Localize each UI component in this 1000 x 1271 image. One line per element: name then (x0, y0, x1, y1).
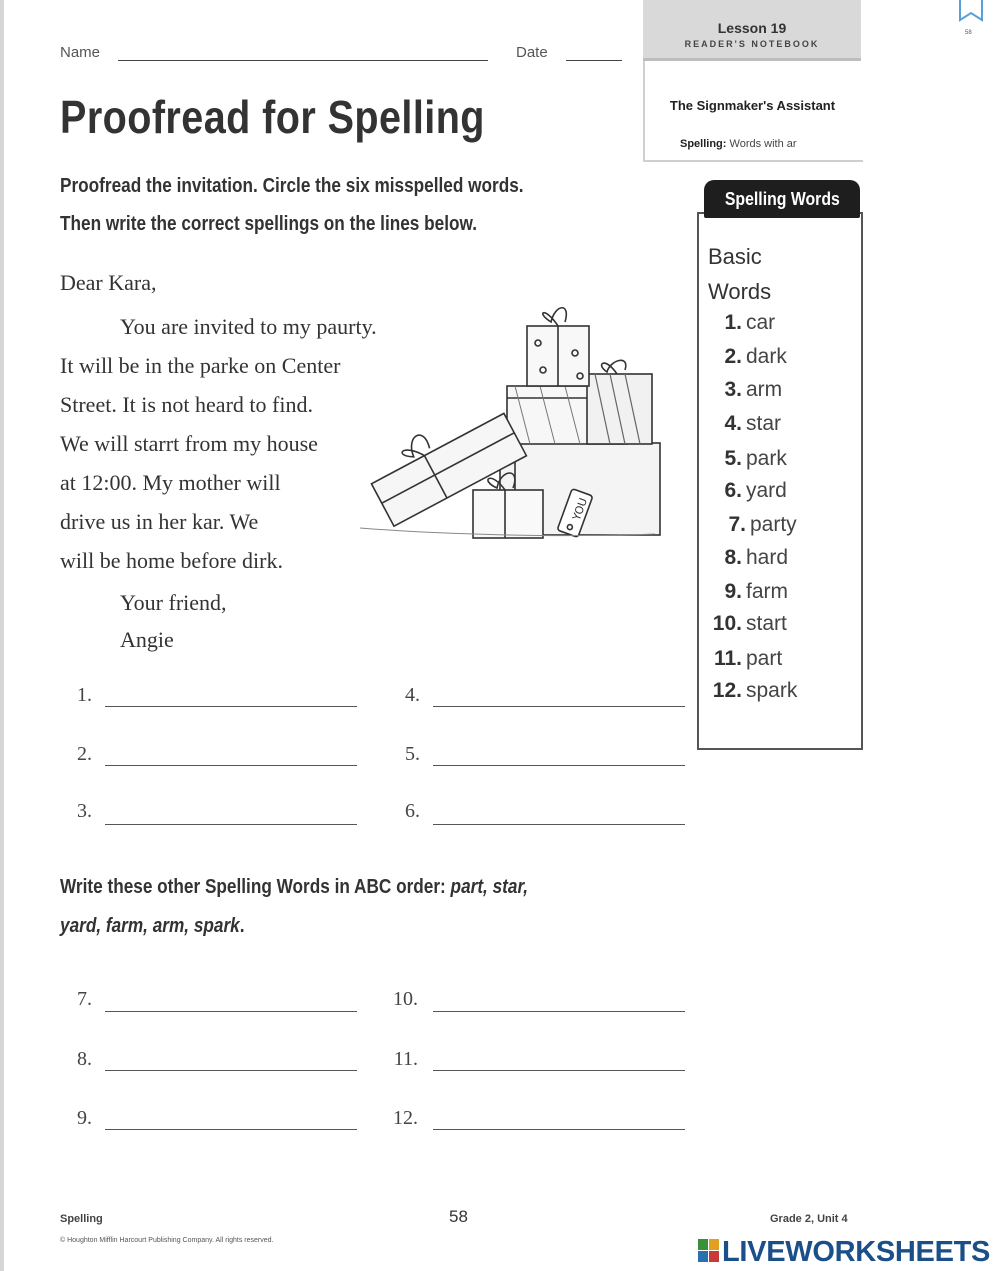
date-label: Date (516, 44, 548, 61)
spelling-words-tab: Spelling Words (704, 180, 860, 218)
lesson-number: Lesson 19 (717, 20, 787, 36)
gift-boxes-illustration (355, 298, 665, 553)
instruction-line-1: Proofread the invitation. Circle the six misspelled words. (60, 175, 524, 197)
answer-number: 12. (393, 1107, 418, 1129)
spelling-word-item: 8. hard (724, 546, 789, 569)
page-title: Proofread for Spelling (60, 91, 485, 143)
date-line[interactable] (566, 60, 622, 61)
letter-line-2: It will be in the parke on Center (60, 353, 341, 378)
name-line[interactable] (118, 60, 488, 61)
abc-instruction-line-2: yard, farm, arm, spark. (60, 915, 245, 937)
answer-number: 3. (77, 800, 92, 822)
answer-line-10[interactable] (433, 1011, 685, 1012)
answer-number: 11. (393, 1048, 418, 1070)
skill-label: Spelling: Words with ar (680, 138, 797, 150)
liveworksheets-brand[interactable]: LIVEWORKSHEETS (722, 1236, 991, 1268)
spelling-word-item: 9. farm (724, 580, 788, 603)
readers-notebook-label: READER'S NOTEBOOK (684, 39, 820, 49)
spelling-word-item: 10. start (712, 612, 787, 635)
letter-line-1: You are invited to my paurty. (120, 314, 377, 339)
answer-number: 7. (77, 988, 92, 1010)
footer-grade-unit: Grade 2, Unit 4 (770, 1213, 848, 1225)
answer-number: 10. (393, 988, 418, 1010)
answer-number: 8. (77, 1048, 92, 1070)
answer-line-12[interactable] (433, 1129, 685, 1130)
answer-number: 5. (405, 743, 420, 765)
answer-line-8[interactable] (105, 1070, 357, 1071)
bookmark-icon[interactable] (958, 0, 984, 24)
page-edge (0, 0, 4, 1271)
spelling-word-item: 3. arm (724, 378, 783, 401)
letter-closing: Your friend, (120, 590, 227, 615)
spelling-word-item: 7. party (728, 513, 797, 536)
answer-number: 4. (405, 684, 420, 706)
abc-instruction-line-1: Write these other Spelling Words in ABC order: part, star, (60, 876, 529, 898)
basic-label: Basic (708, 244, 762, 269)
answer-number: 2. (77, 743, 92, 765)
name-label: Name (60, 44, 101, 61)
letter-line-5: at 12:00. My mother will (60, 470, 281, 495)
answer-line-1[interactable] (105, 706, 357, 707)
answer-line-11[interactable] (433, 1070, 685, 1071)
answer-line-2[interactable] (105, 765, 357, 766)
answer-number: 6. (405, 800, 420, 822)
words-label: Words (708, 279, 772, 304)
answer-line-6[interactable] (433, 824, 685, 825)
spelling-word-item: 12. spark (712, 679, 798, 702)
answer-line-3[interactable] (105, 824, 357, 825)
letter-line-7: will be home before dirk. (60, 548, 283, 573)
answer-number: 1. (77, 684, 92, 706)
answer-number: 9. (77, 1107, 92, 1129)
instruction-line-2: Then write the correct spellings on the lines below. (60, 213, 478, 235)
page-number: 58 (449, 1207, 468, 1226)
liveworksheets-logo-icon (698, 1239, 720, 1263)
story-title: The Signmaker's Assistant (669, 98, 836, 113)
gift-tag-text: YOU (569, 496, 591, 523)
spelling-word-item: 4. star (724, 412, 782, 435)
corner-number: 58 (965, 30, 972, 36)
answer-line-9[interactable] (105, 1129, 357, 1130)
letter-line-3: Street. It is not heard to find. (60, 392, 313, 417)
letter-line-4: We will starrt from my house (60, 431, 318, 456)
copyright-notice: © Houghton Mifflin Harcourt Publishing Company. All rights reserved. (60, 1237, 274, 1244)
letter-line-6: drive us in her kar. We (60, 509, 259, 534)
answer-line-5[interactable] (433, 765, 685, 766)
spelling-word-item: 6. yard (724, 479, 787, 502)
answer-line-7[interactable] (105, 1011, 357, 1012)
spelling-word-item: 11. part (713, 647, 783, 670)
letter-greeting: Dear Kara, (60, 270, 157, 295)
letter-signature: Angie (120, 627, 174, 652)
footer-section-label: Spelling (60, 1213, 103, 1225)
spelling-word-item: 5. park (724, 447, 787, 470)
spelling-word-item: 2. dark (724, 345, 787, 368)
answer-line-4[interactable] (433, 706, 685, 707)
spelling-word-item: 1. car (724, 311, 776, 334)
